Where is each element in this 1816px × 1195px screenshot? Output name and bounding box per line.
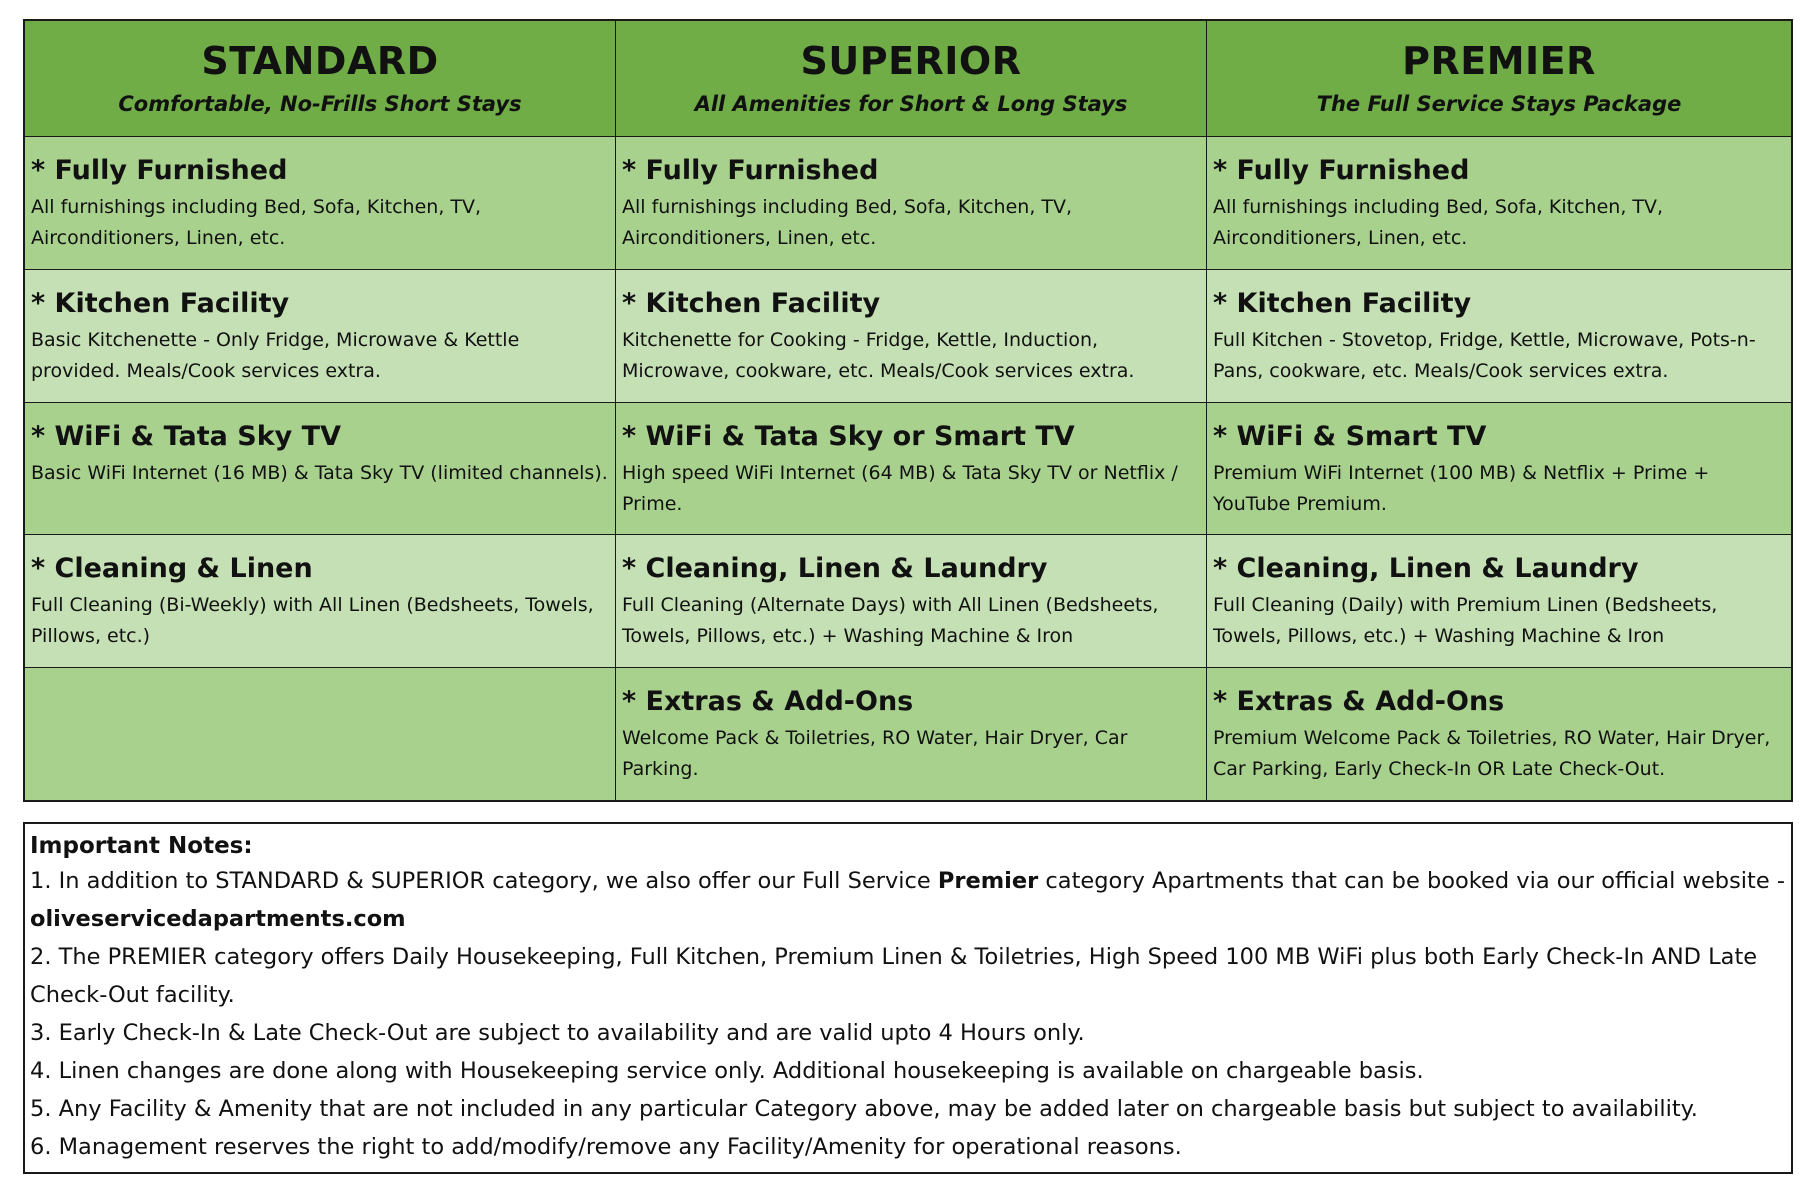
note-text: category Apartments that can be booked via our official website - [1038, 868, 1785, 894]
feature-description: Kitchenette for Cooking - Fridge, Kettle, Induction, Microwave, cookware, etc. Meals/Cook services extra. [622, 328, 1135, 382]
note-item-5: 5. Any Facility & Amenity that are not included in any particular Category above, may be added later on chargeable basis but subject to availability. [30, 1096, 1698, 1122]
feature-description: High speed WiFi Internet (64 MB) & Tata Sky TV or Netflix / Prime. [622, 461, 1178, 515]
feature-title: * Extras & Add-Ons [622, 686, 914, 718]
column-title: PREMIER [1402, 38, 1596, 83]
feature-description: Full Cleaning (Alternate Days) with All Linen (Bedsheets, Towels, Pillows, etc.) + Washing Machine & Iron [622, 594, 1159, 648]
feature-description: Full Cleaning (Daily) with Premium Linen (Bedsheets, Towels, Pillows, etc.) + Washing Machine & Iron [1213, 594, 1718, 648]
column-title: STANDARD [201, 38, 439, 83]
feature-title: * Cleaning, Linen & Laundry [622, 553, 1048, 585]
column-subtitle: All Amenities for Short & Long Stays [694, 91, 1128, 116]
feature-cell [25, 270, 615, 402]
feature-description: All furnishings including Bed, Sofa, Kitchen, TV, Airconditioners, Linen, etc. [622, 196, 1073, 249]
feature-description: Welcome Pack & Toiletries, RO Water, Hair Dryer, Car Parking. [622, 727, 1128, 781]
feature-title: * Cleaning, Linen & Laundry [1213, 553, 1639, 585]
feature-title: * Kitchen Facility [622, 287, 881, 319]
note-text: 1. In addition to STANDARD & SUPERIOR category, we also offer our Full Service [30, 868, 938, 894]
feature-cell [616, 137, 1206, 269]
feature-cell [616, 668, 1206, 800]
feature-cell [616, 403, 1206, 535]
feature-title: * Extras & Add-Ons [1213, 686, 1505, 718]
feature-title: * WiFi & Tata Sky TV [31, 420, 341, 452]
feature-description: All furnishings including Bed, Sofa, Kitchen, TV, Airconditioners, Linen, etc. [1213, 196, 1664, 249]
note-emphasis: Premier [937, 868, 1039, 894]
column-subtitle: The Full Service Stays Package [1316, 91, 1682, 116]
header-standard [25, 21, 615, 136]
feature-title: * Cleaning & Linen [31, 553, 313, 585]
feature-description: All furnishings including Bed, Sofa, Kitchen, TV, Airconditioners, Linen, etc. [31, 196, 482, 249]
feature-cell [1207, 668, 1791, 800]
feature-title: * Kitchen Facility [31, 287, 290, 319]
feature-cell [616, 535, 1206, 667]
column-subtitle: Comfortable, No-Frills Short Stays [118, 91, 522, 116]
feature-cell [1207, 535, 1791, 667]
feature-cell [1207, 403, 1791, 535]
feature-description: Premium WiFi Internet (100 MB) & Netflix + Prime + YouTube Premium. [1213, 461, 1710, 515]
header-premier [1207, 21, 1791, 136]
feature-description: Premium Welcome Pack & Toiletries, RO Water, Hair Dryer, Car Parking, Early Check-In OR Late Check-Out. [1213, 727, 1771, 781]
feature-title: * WiFi & Smart TV [1213, 420, 1487, 452]
feature-cell-empty [25, 668, 615, 800]
website-link: oliveservicedapartments.com [30, 906, 406, 932]
notes-title: Important Notes: [30, 833, 253, 859]
feature-description: Basic Kitchenette - Only Fridge, Microwave & Kettle provided. Meals/Cook services extra. [31, 328, 520, 382]
feature-cell [1207, 137, 1791, 269]
feature-description: Full Cleaning (Bi-Weekly) with All Linen (Bedsheets, Towels, Pillows, etc.) [31, 594, 594, 648]
feature-title: * WiFi & Tata Sky or Smart TV [622, 420, 1075, 452]
comparison-table [23, 19, 1793, 802]
note-item-4: 4. Linen changes are done along with Housekeeping service only. Additional housekeeping is available on chargeable basis. [30, 1058, 1424, 1084]
column-title: SUPERIOR [800, 38, 1022, 83]
note-item-6: 6. Management reserves the right to add/modify/remove any Facility/Amenity for operational reasons. [30, 1134, 1182, 1160]
feature-cell [25, 403, 615, 535]
feature-title: * Fully Furnished [1213, 155, 1470, 186]
feature-title: * Kitchen Facility [1213, 287, 1472, 319]
important-notes-box [23, 822, 1793, 1174]
note-item-3: 3. Early Check-In & Late Check-Out are subject to availability and are valid upto 4 Hours only. [30, 1020, 1085, 1046]
feature-cell [1207, 270, 1791, 402]
feature-cell [25, 535, 615, 667]
feature-description: Basic WiFi Internet (16 MB) & Tata Sky TV (limited channels). [31, 461, 608, 484]
note-item-1 [30, 862, 1785, 938]
feature-title: * Fully Furnished [31, 155, 288, 186]
feature-cell [25, 137, 615, 269]
feature-title: * Fully Furnished [622, 155, 879, 186]
feature-cell [616, 270, 1206, 402]
feature-description: Full Kitchen - Stovetop, Fridge, Kettle, Microwave, Pots-n-Pans, cookware, etc. Meals/Cook services extra. [1213, 328, 1756, 382]
note-item-2: 2. The PREMIER category offers Daily Housekeeping, Full Kitchen, Premium Linen & Toiletries, High Speed 100 MB WiFi plus both Early Check-In AND Late Check-Out facility. [30, 944, 1758, 1008]
header-superior [616, 21, 1206, 136]
